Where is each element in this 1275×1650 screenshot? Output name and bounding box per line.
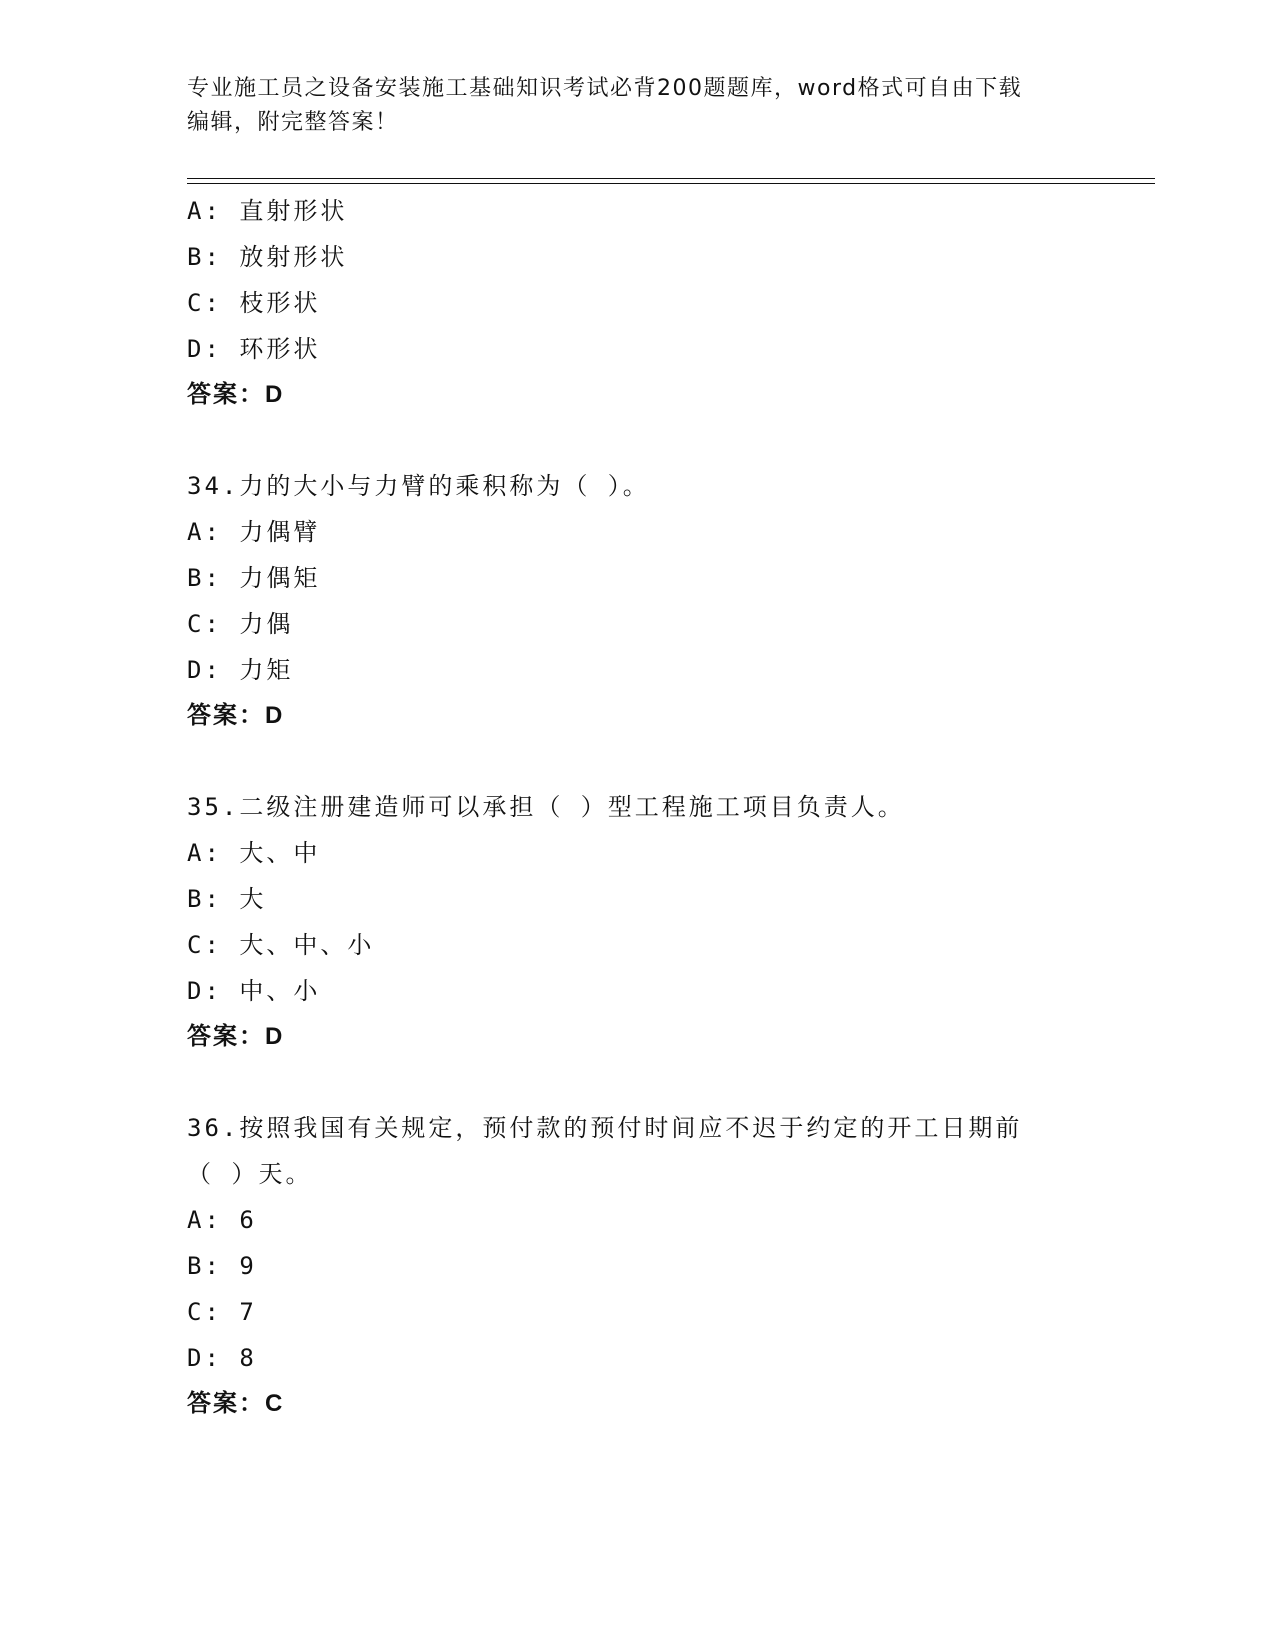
option-d: D: 8	[187, 1344, 257, 1372]
spacer	[187, 739, 1147, 784]
option-c: C: 力偶	[187, 610, 294, 638]
option-a: A: 力偶臂	[187, 518, 321, 546]
option-c: C: 7	[187, 1298, 257, 1326]
option-d: D: 力矩	[187, 656, 294, 684]
option-b: B: 力偶矩	[187, 564, 321, 592]
question-text: 35.二级注册建造师可以承担（ ）型工程施工项目负责人。	[187, 793, 905, 821]
option-c: C: 大、中、小	[187, 931, 375, 959]
spacer	[187, 1060, 1147, 1105]
option-a: A: 6	[187, 1206, 257, 1234]
answer-text: 答案：C	[187, 1390, 285, 1417]
question-text-line-1: 36.按照我国有关规定，预付款的预付时间应不迟于约定的开工日期前	[187, 1114, 1023, 1142]
option-b: B: 大	[187, 885, 267, 913]
option-a: A: 直射形状	[187, 197, 348, 225]
option-a: A: 大、中	[187, 839, 321, 867]
document-body	[187, 188, 1147, 1427]
header-divider-top	[187, 178, 1155, 179]
question-text-line-2: （ ）天。	[187, 1160, 313, 1188]
question-text: 34.力的大小与力臂的乘积称为（ ）。	[187, 472, 650, 500]
question-block-35	[187, 784, 1147, 1060]
question-block-36	[187, 1105, 1147, 1427]
option-b: B: 9	[187, 1252, 257, 1280]
answer-text: 答案：D	[187, 1023, 285, 1050]
answer-text: 答案：D	[187, 381, 285, 408]
spacer	[187, 418, 1147, 463]
option-b: B: 放射形状	[187, 243, 348, 271]
question-block-33	[187, 188, 1147, 418]
question-block-34	[187, 463, 1147, 739]
header-divider-bottom	[187, 183, 1155, 184]
answer-text: 答案：D	[187, 702, 285, 729]
header-line-1: 专业施工员之设备安装施工基础知识考试必背200题题库，word格式可自由下载	[187, 76, 1023, 101]
option-c: C: 枝形状	[187, 289, 321, 317]
header-line-2: 编辑，附完整答案！	[187, 110, 399, 135]
document-header	[187, 72, 1087, 140]
option-d: D: 环形状	[187, 335, 321, 363]
option-d: D: 中、小	[187, 977, 321, 1005]
